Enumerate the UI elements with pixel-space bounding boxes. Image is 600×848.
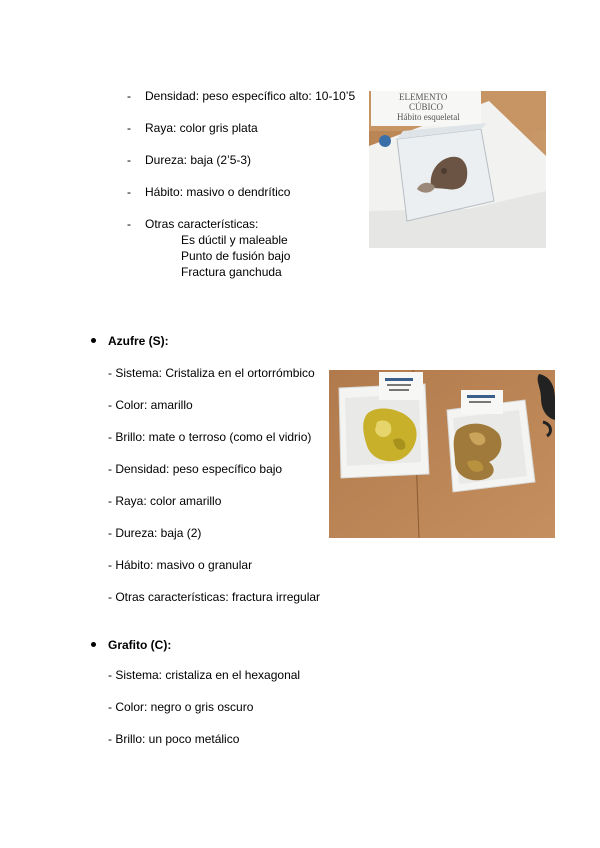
list-dash: - (127, 185, 131, 199)
specimen-label-line-1: ELEMENTO (399, 92, 448, 102)
azufre-item-hardness: - Dureza: baja (2) (108, 526, 202, 540)
azufre-heading: Azufre (S): (108, 334, 169, 348)
list-item-habit: Hábito: masivo o dendrítico (145, 185, 291, 199)
sub-item-ductile: Es dúctil y maleable (181, 233, 288, 247)
mineral-photo-2 (329, 370, 555, 538)
specimen-label-line-3: Hábito esqueletal (397, 112, 460, 122)
sulfur-boxes-illustration (329, 370, 555, 538)
azufre-item-system: - Sistema: Cristaliza en el ortorrómbico (108, 366, 315, 380)
bullet-icon (91, 642, 96, 647)
list-item-other: Otras características: (145, 217, 259, 231)
list-dash: - (127, 121, 131, 135)
specimen-label-line-2: CÚBICO (409, 102, 444, 112)
grafito-heading: Grafito (C): (108, 638, 172, 652)
list-dash: - (127, 153, 131, 167)
bullet-icon (91, 338, 96, 343)
azufre-item-density: - Densidad: peso específico bajo (108, 462, 283, 476)
list-dash: - (127, 89, 131, 103)
azufre-item-habit: - Hábito: masivo o granular (108, 558, 253, 572)
azufre-item-other: - Otras características: fractura irregular (108, 590, 321, 604)
list-item-hardness: Dureza: baja (2’5-3) (145, 153, 252, 167)
azufre-item-streak: - Raya: color amarillo (108, 494, 222, 508)
sub-item-melting-point: Punto de fusión bajo (181, 249, 291, 263)
azufre-item-color: - Color: amarillo (108, 398, 193, 412)
grafito-item-luster: - Brillo: un poco metálico (108, 732, 240, 746)
list-item-density: Densidad: peso específico alto: 10-10’5 (145, 89, 356, 103)
mineral-photo-1 (369, 91, 546, 248)
grafito-item-system: - Sistema: cristaliza en el hexagonal (108, 668, 301, 682)
grafito-item-color: - Color: negro o gris oscuro (108, 700, 254, 714)
sub-item-fracture: Fractura ganchuda (181, 265, 282, 279)
list-dash: - (127, 217, 131, 231)
azufre-item-luster: - Brillo: mate o terroso (como el vidrio) (108, 430, 312, 444)
list-item-streak: Raya: color gris plata (145, 121, 258, 135)
